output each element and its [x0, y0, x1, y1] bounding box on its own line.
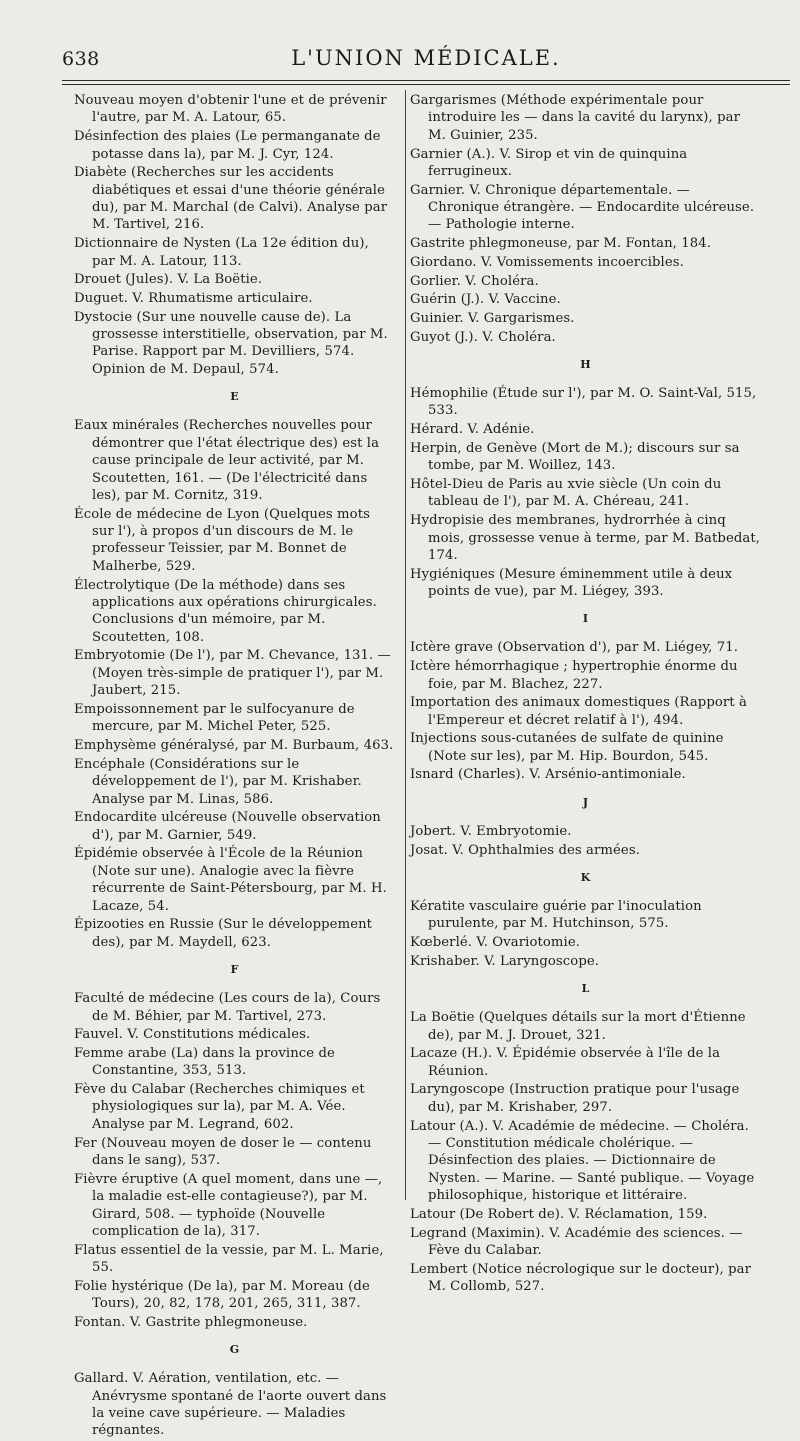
index-entry: Gastrite phlegmoneuse, par M. Fontan, 184.	[410, 236, 712, 252]
section-letter: K	[580, 870, 592, 884]
page-header	[62, 44, 790, 74]
index-entry: Laryngoscope (Instruction pratique pour l'usage du), par M. Krishaber, 297.	[410, 1082, 740, 1115]
index-entry: Garnier. V. Chronique départementale. — Chronique étrangère. — Endocardite ulcéreuse. — Pathologie interne.	[410, 182, 755, 233]
index-entry: La Boëtie (Quelques détails sur la mort d'Étienne de), par M. J. Drouet, 321.	[410, 1010, 746, 1043]
index-entry: Fontan. V. Gastrite phlegmoneuse.	[74, 1314, 308, 1330]
index-entry: Faculté de médecine (Les cours de la), Cours de M. Béhier, par M. Tartivel, 273.	[74, 991, 381, 1024]
index-entry: Diabète (Recherches sur les accidents diabétiques et essai d'une théorie générale du), par M. Marchal (de Calvi). Analyse par M. Tartivel, 216.	[74, 165, 388, 233]
section-letter: I	[582, 612, 590, 626]
index-entry: Latour (De Robert de). V. Réclamation, 159.	[410, 1206, 708, 1222]
index-entry: Fer (Nouveau moyen de doser le — contenu dans le sang), 537.	[74, 1135, 372, 1168]
column-divider	[405, 90, 406, 1200]
section-letter: L	[581, 982, 591, 996]
index-entry: Empoissonnement par le sulfocyanure de mercure, par M. Michel Peter, 525.	[74, 701, 355, 735]
index-entry: Épidémie observée à l'École de la Réunion (Note sur une). Analogie avec la fièvre récurrente de Saint-Pétersbourg, par M. H. Lacaze, 54.	[74, 846, 387, 914]
index-entry: Fève du Calabar (Recherches chimiques et physiologiques sur la), par M. A. Vée. Analyse par M. Legrand, 602.	[74, 1082, 365, 1132]
header-rule-thin	[62, 84, 790, 85]
index-entry: Gargarismes (Méthode expérimentale pour introduire les — dans la cavité du larynx), par M. Guinier, 235.	[410, 93, 741, 143]
section-letter: E	[230, 390, 240, 404]
index-entry: Guérin (J.). V. Vaccine.	[410, 292, 561, 308]
index-entry: Embryotomie (De l'), par M. Chevance, 131. — (Moyen très-simple de pratiquer l'), par M. Jaubert, 215.	[74, 648, 391, 699]
index-entry: Gorlier. V. Choléra.	[410, 273, 539, 289]
index-entry: Épizooties en Russie (Sur le développement des), par M. Maydell, 623.	[74, 917, 373, 950]
index-entry: Lembert (Notice nécrologique sur le docteur), par M. Collomb, 527.	[410, 1261, 751, 1295]
index-entry: Ictère grave (Observation d'), par M. Liégey, 71.	[410, 640, 739, 656]
index-entry: Duguet. V. Rhumatisme articulaire.	[74, 290, 313, 306]
index-entry: École de médecine de Lyon (Quelques mots sur l'), à propos d'un discours de M. le professeur Teissier, par M. Bonnet de Malherbe, 529.	[74, 506, 370, 574]
index-entry: Josat. V. Ophthalmies des armées.	[410, 842, 640, 858]
index-entry: Électrolytique (De la méthode) dans ses applications aux opérations chirurgicales. Conclusions d'un mémoire, par M. Scoutetten, 108.	[74, 577, 377, 645]
index-entry: Ictère hémorrhagique ; hypertrophie énorme du foie, par M. Blachez, 227.	[410, 659, 738, 692]
index-entry: Guyot (J.). V. Choléra.	[410, 329, 556, 345]
index-entry: Giordano. V. Vomissements incoercibles.	[410, 254, 684, 270]
index-entry: Hôtel-Dieu de Paris au xvie siècle (Un coin du tableau de l'), par M. A. Chéreau, 241.	[410, 476, 722, 510]
index-entry: Hérard. V. Adénie.	[410, 422, 535, 438]
index-entry: Gallard. V. Aération, ventilation, etc. — Anévrysme spontané de l'aorte ouvert dans la veine cave supérieure. — Maladies régnantes.	[74, 1371, 387, 1439]
index-entry: Krishaber. V. Laryngoscope.	[410, 953, 600, 969]
index-entry: Drouet (Jules). V. La Boëtie.	[74, 272, 263, 288]
section-letter: F	[230, 963, 240, 977]
index-entry: Endocardite ulcéreuse (Nouvelle observation d'), par M. Garnier, 549.	[74, 810, 381, 843]
index-entry: Fauvel. V. Constitutions médicales.	[74, 1027, 311, 1043]
index-entry: Emphysème généralysé, par M. Burbaum, 463.	[74, 738, 394, 754]
section-letter: H	[580, 358, 592, 372]
index-entry: Femme arabe (La) dans la province de Constantine, 353, 513.	[74, 1045, 335, 1079]
index-entry: Hygiéniques (Mesure éminemment utile à deux points de vue), par M. Liégey, 393.	[410, 566, 733, 600]
index-entry: Lacaze (H.). V. Épidémie observée à l'île de la Réunion.	[410, 1046, 721, 1079]
index-entry: Eaux minérales (Recherches nouvelles pour démontrer que l'état électrique des) est la cause principale de leur activité, par M. Scoutetten, 161. — (De l'électricité dans les), par M. Cornitz, 319.	[74, 418, 380, 503]
index-entry: Hémophilie (Étude sur l'), par M. O. Saint-Val, 515, 533.	[410, 386, 757, 419]
index-entry: Injections sous-cutanées de sulfate de quinine (Note sur les), par M. Hip. Bourdon, 545.	[410, 731, 724, 764]
header-rule	[62, 80, 790, 81]
index-entry: Encéphale (Considérations sur le développement de l'), par M. Krishaber. Analyse par M. Linas, 586.	[74, 756, 362, 807]
right-column	[410, 92, 762, 1297]
running-title: L'UNION MÉDICALE.	[291, 46, 561, 70]
index-entry: Herpin, de Genève (Mort de M.); discours sur sa tombe, par M. Woillez, 143.	[410, 440, 740, 474]
index-entry: Isnard (Charles). V. Arsénio-antimoniale.	[410, 767, 686, 783]
index-entry: Garnier (A.). V. Sirop et vin de quinquina ferrugineux.	[410, 146, 688, 179]
index-entry: Fièvre éruptive (A quel moment, dans une —, la maladie est-elle contagieuse?), par M. Girard, 508. — typhoïde (Nouvelle complication de la), 317.	[74, 1171, 383, 1239]
section-letter: G	[229, 1343, 241, 1357]
index-entry: Jobert. V. Embryotomie.	[410, 823, 572, 839]
index-entry: Désinfection des plaies (Le permanganate de potasse dans la), par M. J. Cyr, 124.	[74, 129, 381, 162]
index-entry: Guinier. V. Gargarismes.	[410, 310, 575, 326]
index-entry: Nouveau moyen d'obtenir l'une et de prévenir l'autre, par M. A. Latour, 65.	[74, 93, 387, 126]
left-column	[74, 92, 396, 1441]
index-entry: Legrand (Maximin). V. Académie des sciences. — Fève du Calabar.	[410, 1225, 743, 1258]
index-entry: Kératite vasculaire guérie par l'inoculation purulente, par M. Hutchinson, 575.	[410, 898, 702, 932]
section-letter: J	[582, 795, 590, 809]
index-entry: Dictionnaire de Nysten (La 12e édition du), par M. A. Latour, 113.	[74, 236, 369, 269]
page-number: 638	[62, 48, 100, 70]
index-entry: Kœberlé. V. Ovariotomie.	[410, 935, 581, 951]
index-entry: Dystocie (Sur une nouvelle cause de). La grossesse interstitielle, observation, par M. Parise. Rapport par M. Devilliers, 574. Opinion de M. Depaul, 574.	[74, 309, 388, 377]
index-entry: Flatus essentiel de la vessie, par M. L. Marie, 55.	[74, 1242, 384, 1276]
index-entry: Hydropisie des membranes, hydrorrhée à cinq mois, grossesse venue à terme, par M. Batbedat, 174.	[410, 513, 761, 563]
index-entry: Folie hystérique (De la), par M. Moreau (de Tours), 20, 82, 178, 201, 265, 311, 387.	[74, 1278, 370, 1312]
index-entry: Importation des animaux domestiques (Rapport à l'Empereur et décret relatif à l'), 494.	[410, 695, 747, 728]
index-entry: Latour (A.). V. Académie de médecine. — Choléra. — Constitution médicale cholérique. — Désinfection des plaies. — Dictionnaire de Nysten. — Marine. — Santé publique. — Voyage philosophique, historique et littéraire.	[410, 1118, 755, 1204]
